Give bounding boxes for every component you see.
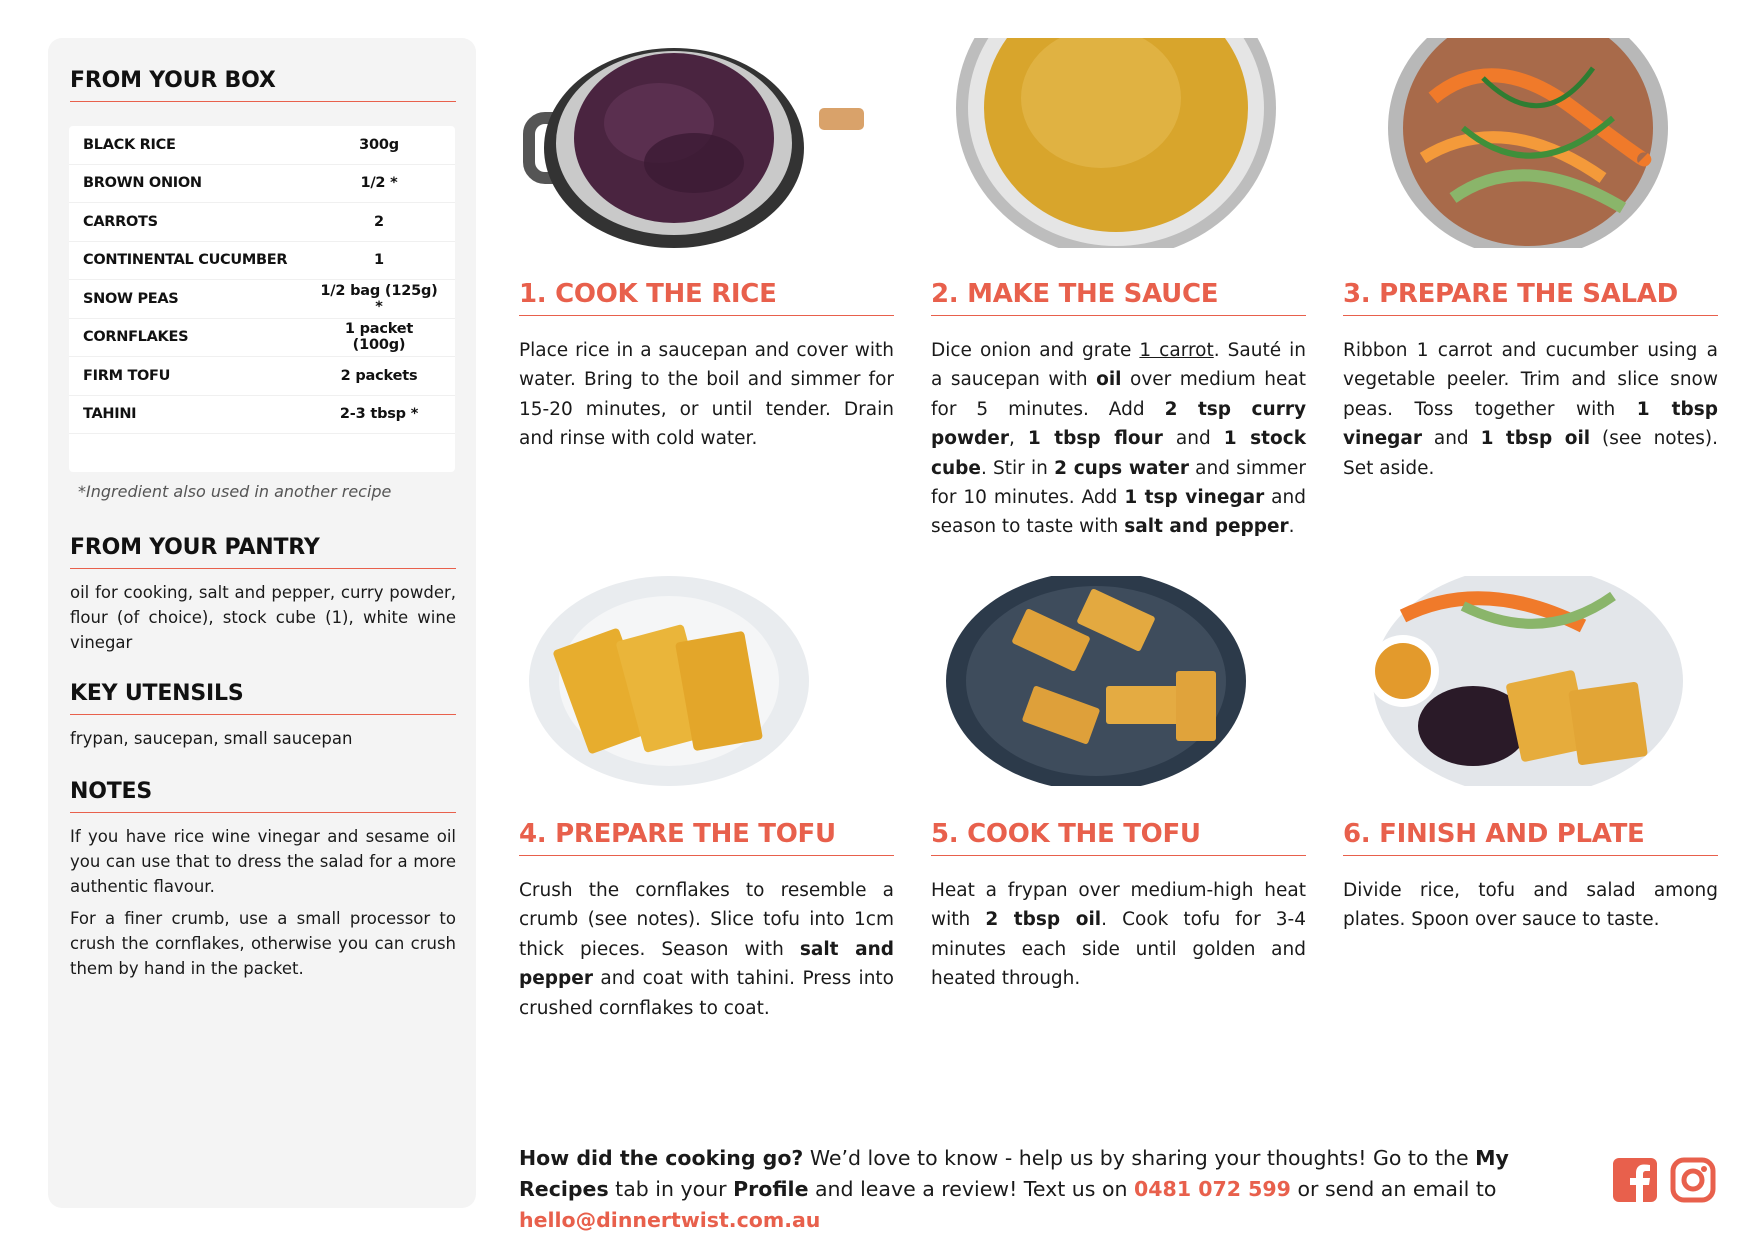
step-text-run: Crush the cornflakes to resemble a crumb (see notes). Slice tofu into 1cm thick pieces. Season with	[519, 880, 894, 960]
ingredient-qty: 1/2 bag (125g) *	[320, 282, 438, 315]
profile-link[interactable]: Profile	[733, 1177, 809, 1201]
step-text-bold: 1 tbsp oil	[1480, 428, 1591, 450]
step-5-title: 5. COOK THE TOFU	[931, 819, 1306, 856]
step-6-text	[1343, 876, 1718, 935]
step-text-run: Heat a frypan over medium-high heat with	[931, 880, 1306, 931]
step-text-run: 1 carrot	[1139, 340, 1214, 361]
ingredient-qty: 2	[374, 213, 384, 230]
step-text-run: .	[1288, 516, 1295, 538]
ingredient-name: FIRM TOFU	[83, 367, 171, 384]
facebook-icon[interactable]	[1612, 1157, 1658, 1203]
footer-text: and leave a review! Text us on	[808, 1177, 1135, 1201]
step-text-run: and season to taste with	[931, 487, 1306, 538]
step-text-run: Place rice in a saucepan and cover with water. Bring to the boil and simmer for 15-20 minutes, or until tender. Drain and rinse with cold water.	[519, 340, 894, 450]
feedback-footer	[519, 1143, 1579, 1236]
step-text-run: and	[1162, 428, 1224, 450]
ingredient-qty: 2 packets	[340, 367, 418, 384]
step-text-run: Ribbon 1 carrot and cucumber using a vegetable peeler. Trim and slice snow peas. Toss together with	[1343, 340, 1718, 420]
ingredient-qty: 1 packet (100g)	[344, 321, 414, 354]
step-text-bold: 1 tsp vinegar	[1124, 487, 1265, 509]
ingredient-name: BROWN ONION	[83, 175, 202, 192]
step-2-text	[931, 336, 1306, 542]
step-text-bold: salt and pepper	[1124, 516, 1289, 538]
pantry-text: oil for cooking, salt and pepper, curry powder, flour (of choice), stock cube (1), white wine vinegar	[70, 583, 456, 652]
step-text-bold: 1 tbsp vinegar	[1343, 398, 1719, 450]
step-1-title: 1. COOK THE RICE	[519, 279, 894, 316]
step-text-bold: 1 tbsp flour	[1027, 428, 1163, 450]
salad-photo	[1343, 38, 1718, 248]
step-text-bold: 2 tbsp oil	[985, 909, 1102, 931]
ingredient-name: CARROTS	[83, 213, 158, 230]
ingredient-name: CONTINENTAL CUCUMBER	[83, 252, 288, 269]
plated-dish-photo	[1343, 576, 1718, 786]
ingredient-name: CORNFLAKES	[83, 329, 189, 346]
step-text-bold: 1 stock cube	[931, 428, 1307, 479]
step-text-bold: oil	[1096, 369, 1122, 391]
table-row	[69, 165, 455, 204]
step-text-run: (see notes). Set aside.	[1343, 428, 1718, 479]
crumbed-tofu-photo	[519, 576, 894, 786]
ingredient-name: SNOW PEAS	[83, 290, 179, 307]
step-4-text	[519, 876, 894, 1023]
notes-heading: NOTES	[70, 779, 456, 813]
table-row	[69, 126, 455, 165]
ingredient-qty: 1	[374, 252, 384, 269]
footer-text: or send an email to	[1290, 1177, 1497, 1201]
feedback-question: How did the cooking go?	[519, 1146, 804, 1170]
utensils-text: frypan, saucepan, small saucepan	[70, 729, 353, 748]
step-text-run: Divide rice, tofu and salad among plates. Spoon over sauce to taste.	[1343, 880, 1718, 931]
email-link[interactable]: hello@dinnertwist.com.au	[519, 1208, 821, 1232]
my-recipes-link[interactable]: My Recipes	[519, 1146, 1509, 1201]
step-text-run: and	[1421, 428, 1481, 450]
key-utensils-heading: KEY UTENSILS	[70, 681, 456, 715]
step-3-text	[1343, 336, 1718, 483]
step-text-bold: 2 tsp curry powder	[931, 398, 1306, 450]
table-row	[69, 396, 455, 435]
step-text-run: and simmer for 10 minutes. Add	[931, 457, 1307, 509]
step-6-title: 6. FINISH AND PLATE	[1343, 819, 1718, 856]
footer-text: tab in your	[608, 1177, 734, 1201]
step-3-title: 3. PREPARE THE SALAD	[1343, 279, 1718, 316]
step-text-run: and coat with tahini. Press into crushed cornflakes to coat.	[519, 968, 894, 1019]
step-text-run: Dice onion and grate	[931, 340, 1140, 361]
ingredients-panel	[48, 38, 476, 1208]
phone-link[interactable]: 0481 072 599	[1134, 1177, 1291, 1201]
from-your-pantry-heading: FROM YOUR PANTRY	[70, 535, 456, 569]
instagram-icon[interactable]	[1670, 1157, 1716, 1203]
ingredient-qty: 1/2 *	[360, 175, 398, 192]
table-row	[69, 280, 455, 319]
step-1-text	[519, 336, 894, 454]
ingredients-table	[69, 126, 455, 472]
step-text-run: over medium heat for 5 minutes. Add	[931, 369, 1306, 420]
step-text-bold: 2 cups water	[1054, 457, 1189, 479]
step-text-bold: salt and pepper	[519, 938, 894, 990]
notes-paragraph: If you have rice wine vinegar and sesame oil you can use that to dress the salad for a more authentic flavour.	[70, 827, 456, 896]
step-text-run: . Sauté in a saucepan with	[931, 340, 1306, 391]
from-your-box-heading: FROM YOUR BOX	[70, 68, 456, 102]
table-row	[69, 319, 455, 358]
step-5-text	[931, 876, 1306, 994]
ingredient-footnote: *Ingredient also used in another recipe	[78, 482, 392, 501]
table-row	[69, 357, 455, 396]
rice-photo	[519, 38, 894, 248]
step-4-title: 4. PREPARE THE TOFU	[519, 819, 894, 856]
step-text-run: . Cook tofu for 3-4 minutes each side until golden and heated through.	[931, 909, 1306, 990]
ingredient-name: BLACK RICE	[83, 136, 176, 153]
ingredient-name: TAHINI	[83, 406, 137, 423]
step-text-run: ,	[1008, 428, 1028, 450]
ingredient-qty: 300g	[359, 136, 399, 153]
table-row	[69, 242, 455, 281]
footer-text: We’d love to know - help us by sharing your thoughts! Go to the	[803, 1146, 1476, 1170]
sauce-photo	[931, 38, 1306, 248]
step-text-run: . Stir in	[980, 457, 1055, 479]
step-2-title: 2. MAKE THE SAUCE	[931, 279, 1306, 316]
frypan-tofu-photo	[931, 576, 1306, 786]
table-row	[69, 203, 455, 242]
notes-paragraph: For a finer crumb, use a small processor to crush the cornflakes, otherwise you can crush them by hand in the packet.	[70, 909, 456, 978]
ingredient-qty: 2-3 tbsp *	[339, 406, 419, 423]
